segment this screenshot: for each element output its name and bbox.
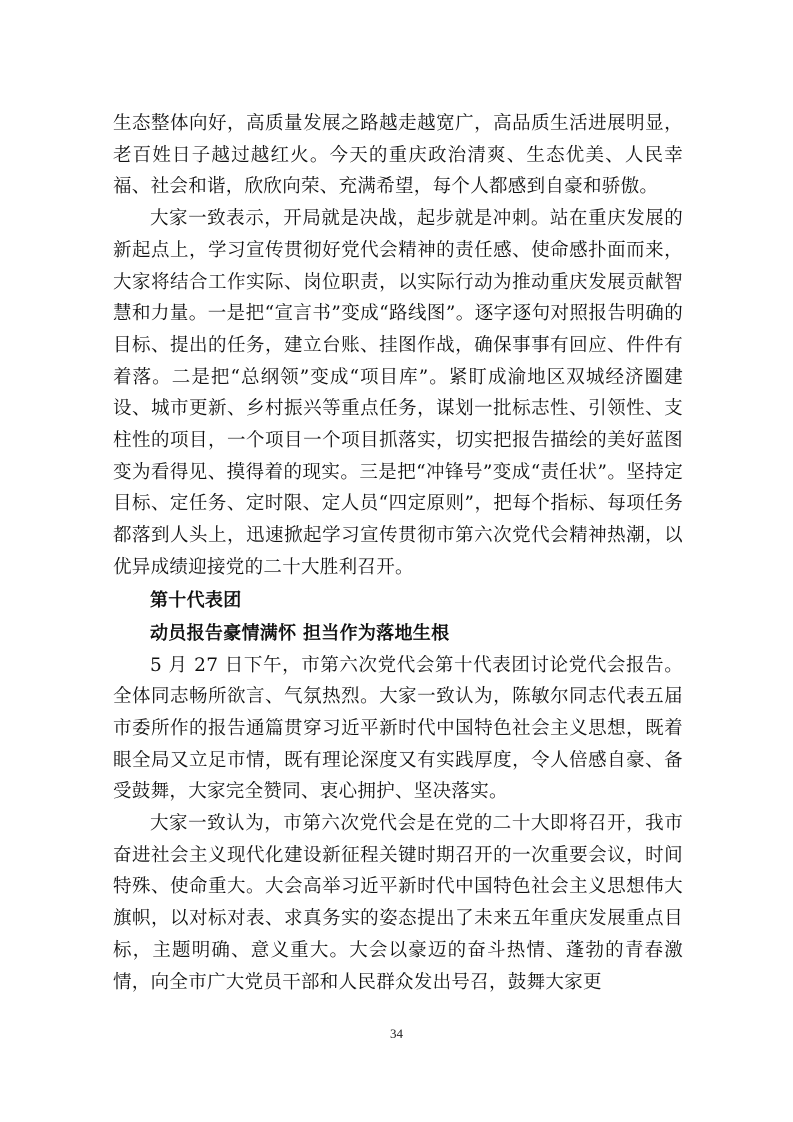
page-number: 34: [390, 1026, 403, 1041]
paragraph-continued: 生态整体向好，高质量发展之路越走越宽广，高品质生活进展明显，老百姓日子越过越红火。今天的重庆政治清爽、生态优美、人民幸福、社会和谐，欣欣向荣、充满希望，每个人都感到自豪和骄傲。: [113, 113, 683, 198]
section-heading-delegation: 第十代表团: [150, 589, 242, 611]
subsection-heading: 动员报告豪情满怀 担当作为落地生根: [150, 622, 450, 644]
paragraph-discussion: 5 月 27 日下午，市第六次党代会第十代表团讨论党代会报告。全体同志畅所欲言、气氛热烈。大家一致认为，陈敏尔同志代表五届市委所作的报告通篇贯穿习近平新时代中国特色社会主义思想，既着眼全局又立足市情，既有理论深度又有实践厚度，令人倍感自豪、备受鼓舞，大家完全赞同、衷心拥护、坚决落实。: [113, 654, 683, 803]
paragraph-commitments: 大家一致表示，开局就是决战，起步就是冲刺。站在重庆发展的新起点上，学习宣传贯彻好党代会精神的责任感、使命感扑面而来，大家将结合工作实际、岗位职责，以实际行动为推动重庆发展贡献智慧和力量。一是把“宣言书”变成“路线图”。逐字逐句对照报告明确的目标、提出的任务，建立台账、挂图作战，确保事事有回应、件件有着落。二是把“总纲领”变成“项目库”。紧盯成渝地区双城经济圈建设、城市更新、乡村振兴等重点任务，谋划一批标志性、引领性、支柱性的项目，一个项目一个项目抓落实，切实把报告描绘的美好蓝图变为看得见、摸得着的现实。三是把“冲锋号”变成“责任状”。坚持定目标、定任务、定时限、定人员“四定原则”，把每个指标、每项任务都落到人头上，迅速掀起学习宣传贯彻市第六次党代会精神热潮，以优异成绩迎接党的二十大胜利召开。: [113, 208, 683, 578]
body-text: [113, 108, 683, 998]
paragraph-significance: 大家一致认为，市第六次党代会是在党的二十大即将召开，我市奋进社会主义现代化建设新征程关键时期召开的一次重要会议，时间特殊、使命重大。大会高举习近平新时代中国特色社会主义思想伟大旗帜，以对标对表、求真务实的姿态提出了未来五年重庆发展重点目标，主题明确、意义重大。大会以豪迈的奋斗热情、蓬勃的青春激情，向全市广大党员干部和人民群众发出号召，鼓舞大家更: [113, 813, 683, 993]
